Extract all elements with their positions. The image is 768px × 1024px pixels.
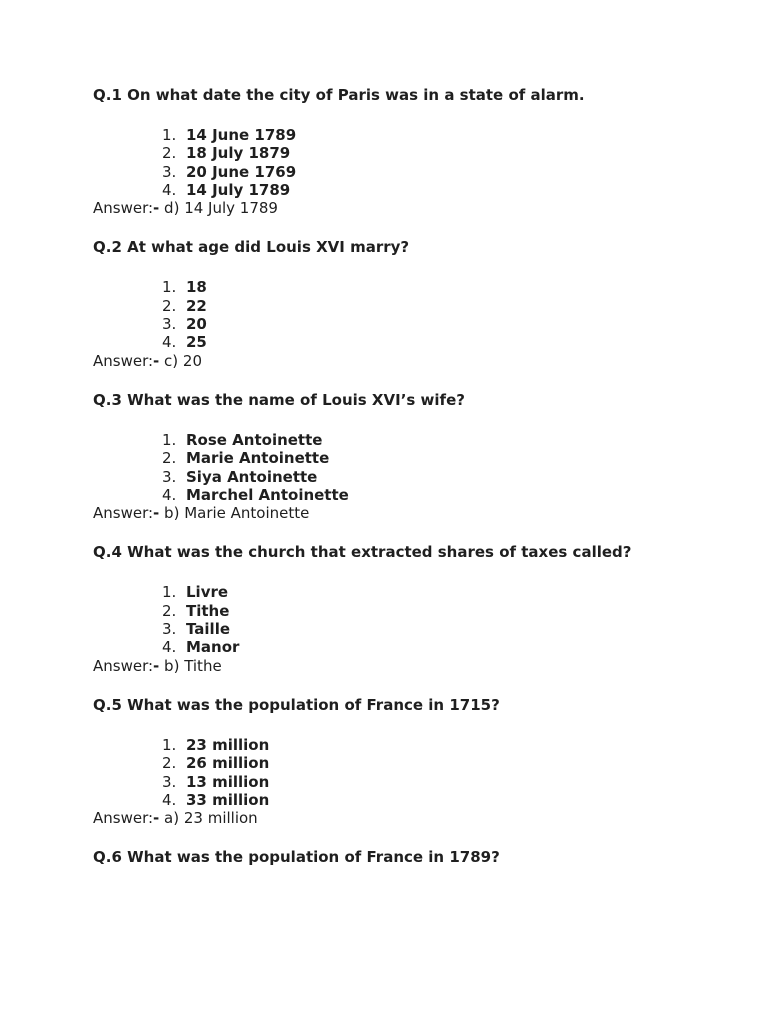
- option-number: 3.: [162, 467, 177, 486]
- option-text: 14 June 1789: [186, 126, 297, 144]
- option-text: 18 July 1879: [186, 144, 291, 163]
- option-list: [93, 736, 683, 809]
- option-text: Marchel Antoinette: [186, 485, 349, 504]
- question-text: Q.3 What was the name of Louis XVI’s wife?: [93, 390, 465, 409]
- option-number: 3.: [162, 162, 177, 181]
- answer-text: b) Marie Antoinette: [159, 504, 310, 523]
- question-block-4: [93, 543, 683, 674]
- option-item: [162, 278, 683, 296]
- answer-dash: -: [153, 809, 160, 828]
- option-text: 26 million: [186, 754, 270, 773]
- option-number: 2.: [162, 144, 177, 163]
- option-text: 25: [186, 333, 207, 352]
- option-number: 1.: [162, 430, 177, 449]
- answer-line: [93, 199, 683, 217]
- answer-line: [93, 352, 683, 370]
- option-item: [162, 297, 683, 315]
- option-text: Tithe: [186, 601, 230, 620]
- option-text: 23 million: [186, 735, 270, 754]
- question-text: Q.1 On what date the city of Paris was in a state of alarm.: [93, 86, 585, 104]
- option-item: [162, 431, 683, 449]
- option-number: 1.: [162, 278, 177, 297]
- option-list: [93, 126, 683, 199]
- answer-text: b) Tithe: [159, 656, 222, 675]
- option-number: 2.: [162, 449, 177, 468]
- option-item: [162, 333, 683, 351]
- option-item: [162, 754, 683, 772]
- option-number: 4.: [162, 180, 177, 199]
- option-number: 1.: [162, 735, 177, 754]
- option-text: Marie Antoinette: [186, 449, 330, 468]
- option-text: 14 July 1789: [186, 180, 291, 199]
- question-text: Q.4 What was the church that extracted shares of taxes called?: [93, 543, 632, 562]
- option-number: 4.: [162, 638, 177, 657]
- option-number: 3.: [162, 620, 177, 639]
- option-item: [162, 736, 683, 754]
- option-number: 1.: [162, 583, 177, 602]
- option-item: [162, 181, 683, 199]
- option-number: 2.: [162, 601, 177, 620]
- question-block-2: [93, 238, 683, 369]
- option-number: 3.: [162, 315, 177, 334]
- option-list: [93, 431, 683, 504]
- option-item: [162, 468, 683, 486]
- question-text: Q.6 What was the population of France in 1789?: [93, 848, 500, 867]
- option-text: 33 million: [186, 790, 270, 809]
- answer-line: [93, 809, 683, 827]
- answer-prefix: Answer:: [93, 809, 154, 828]
- answer-line: [93, 657, 683, 675]
- option-item: [162, 163, 683, 181]
- option-item: [162, 602, 683, 620]
- question-text: Q.5 What was the population of France in 1715?: [93, 695, 500, 714]
- option-item: [162, 791, 683, 809]
- answer-text: a) 23 million: [159, 809, 258, 828]
- option-text: Manor: [186, 638, 240, 657]
- option-list: [93, 278, 683, 351]
- option-item: [162, 449, 683, 467]
- option-number: 1.: [162, 126, 177, 144]
- option-text: 20 June 1769: [186, 162, 297, 181]
- option-item: [162, 144, 683, 162]
- question-text: Q.2 At what age did Louis XVI marry?: [93, 238, 410, 257]
- question-block-1: [93, 86, 683, 217]
- option-item: [162, 773, 683, 791]
- option-text: 13 million: [186, 772, 270, 791]
- answer-prefix: Answer:: [93, 351, 154, 370]
- answer-dash: -: [153, 199, 160, 218]
- answer-line: [93, 504, 683, 522]
- question-block-5: [93, 696, 683, 827]
- option-text: Siya Antoinette: [186, 467, 318, 486]
- question-block-3: [93, 391, 683, 522]
- answer-text: c) 20: [159, 351, 203, 370]
- option-text: 22: [186, 296, 207, 315]
- document-page: [93, 86, 683, 888]
- option-item: [162, 583, 683, 601]
- answer-dash: -: [153, 656, 160, 675]
- option-item: [162, 638, 683, 656]
- option-number: 2.: [162, 754, 177, 773]
- option-text: Livre: [186, 583, 229, 602]
- option-text: 20: [186, 315, 207, 334]
- option-item: [162, 486, 683, 504]
- answer-dash: -: [153, 504, 160, 523]
- option-item: [162, 126, 683, 144]
- answer-prefix: Answer:: [93, 504, 154, 523]
- question-block-6: [93, 848, 683, 867]
- option-text: Rose Antoinette: [186, 430, 323, 449]
- option-number: 4.: [162, 333, 177, 352]
- answer-dash: -: [153, 351, 160, 370]
- option-number: 4.: [162, 485, 177, 504]
- option-number: 4.: [162, 790, 177, 809]
- option-number: 2.: [162, 296, 177, 315]
- option-number: 3.: [162, 772, 177, 791]
- option-item: [162, 620, 683, 638]
- option-list: [93, 583, 683, 656]
- option-text: Taille: [186, 620, 231, 639]
- option-text: 18: [186, 278, 207, 297]
- answer-prefix: Answer:: [93, 199, 154, 218]
- answer-text: d) 14 July 1789: [159, 199, 278, 218]
- answer-prefix: Answer:: [93, 656, 154, 675]
- option-item: [162, 315, 683, 333]
